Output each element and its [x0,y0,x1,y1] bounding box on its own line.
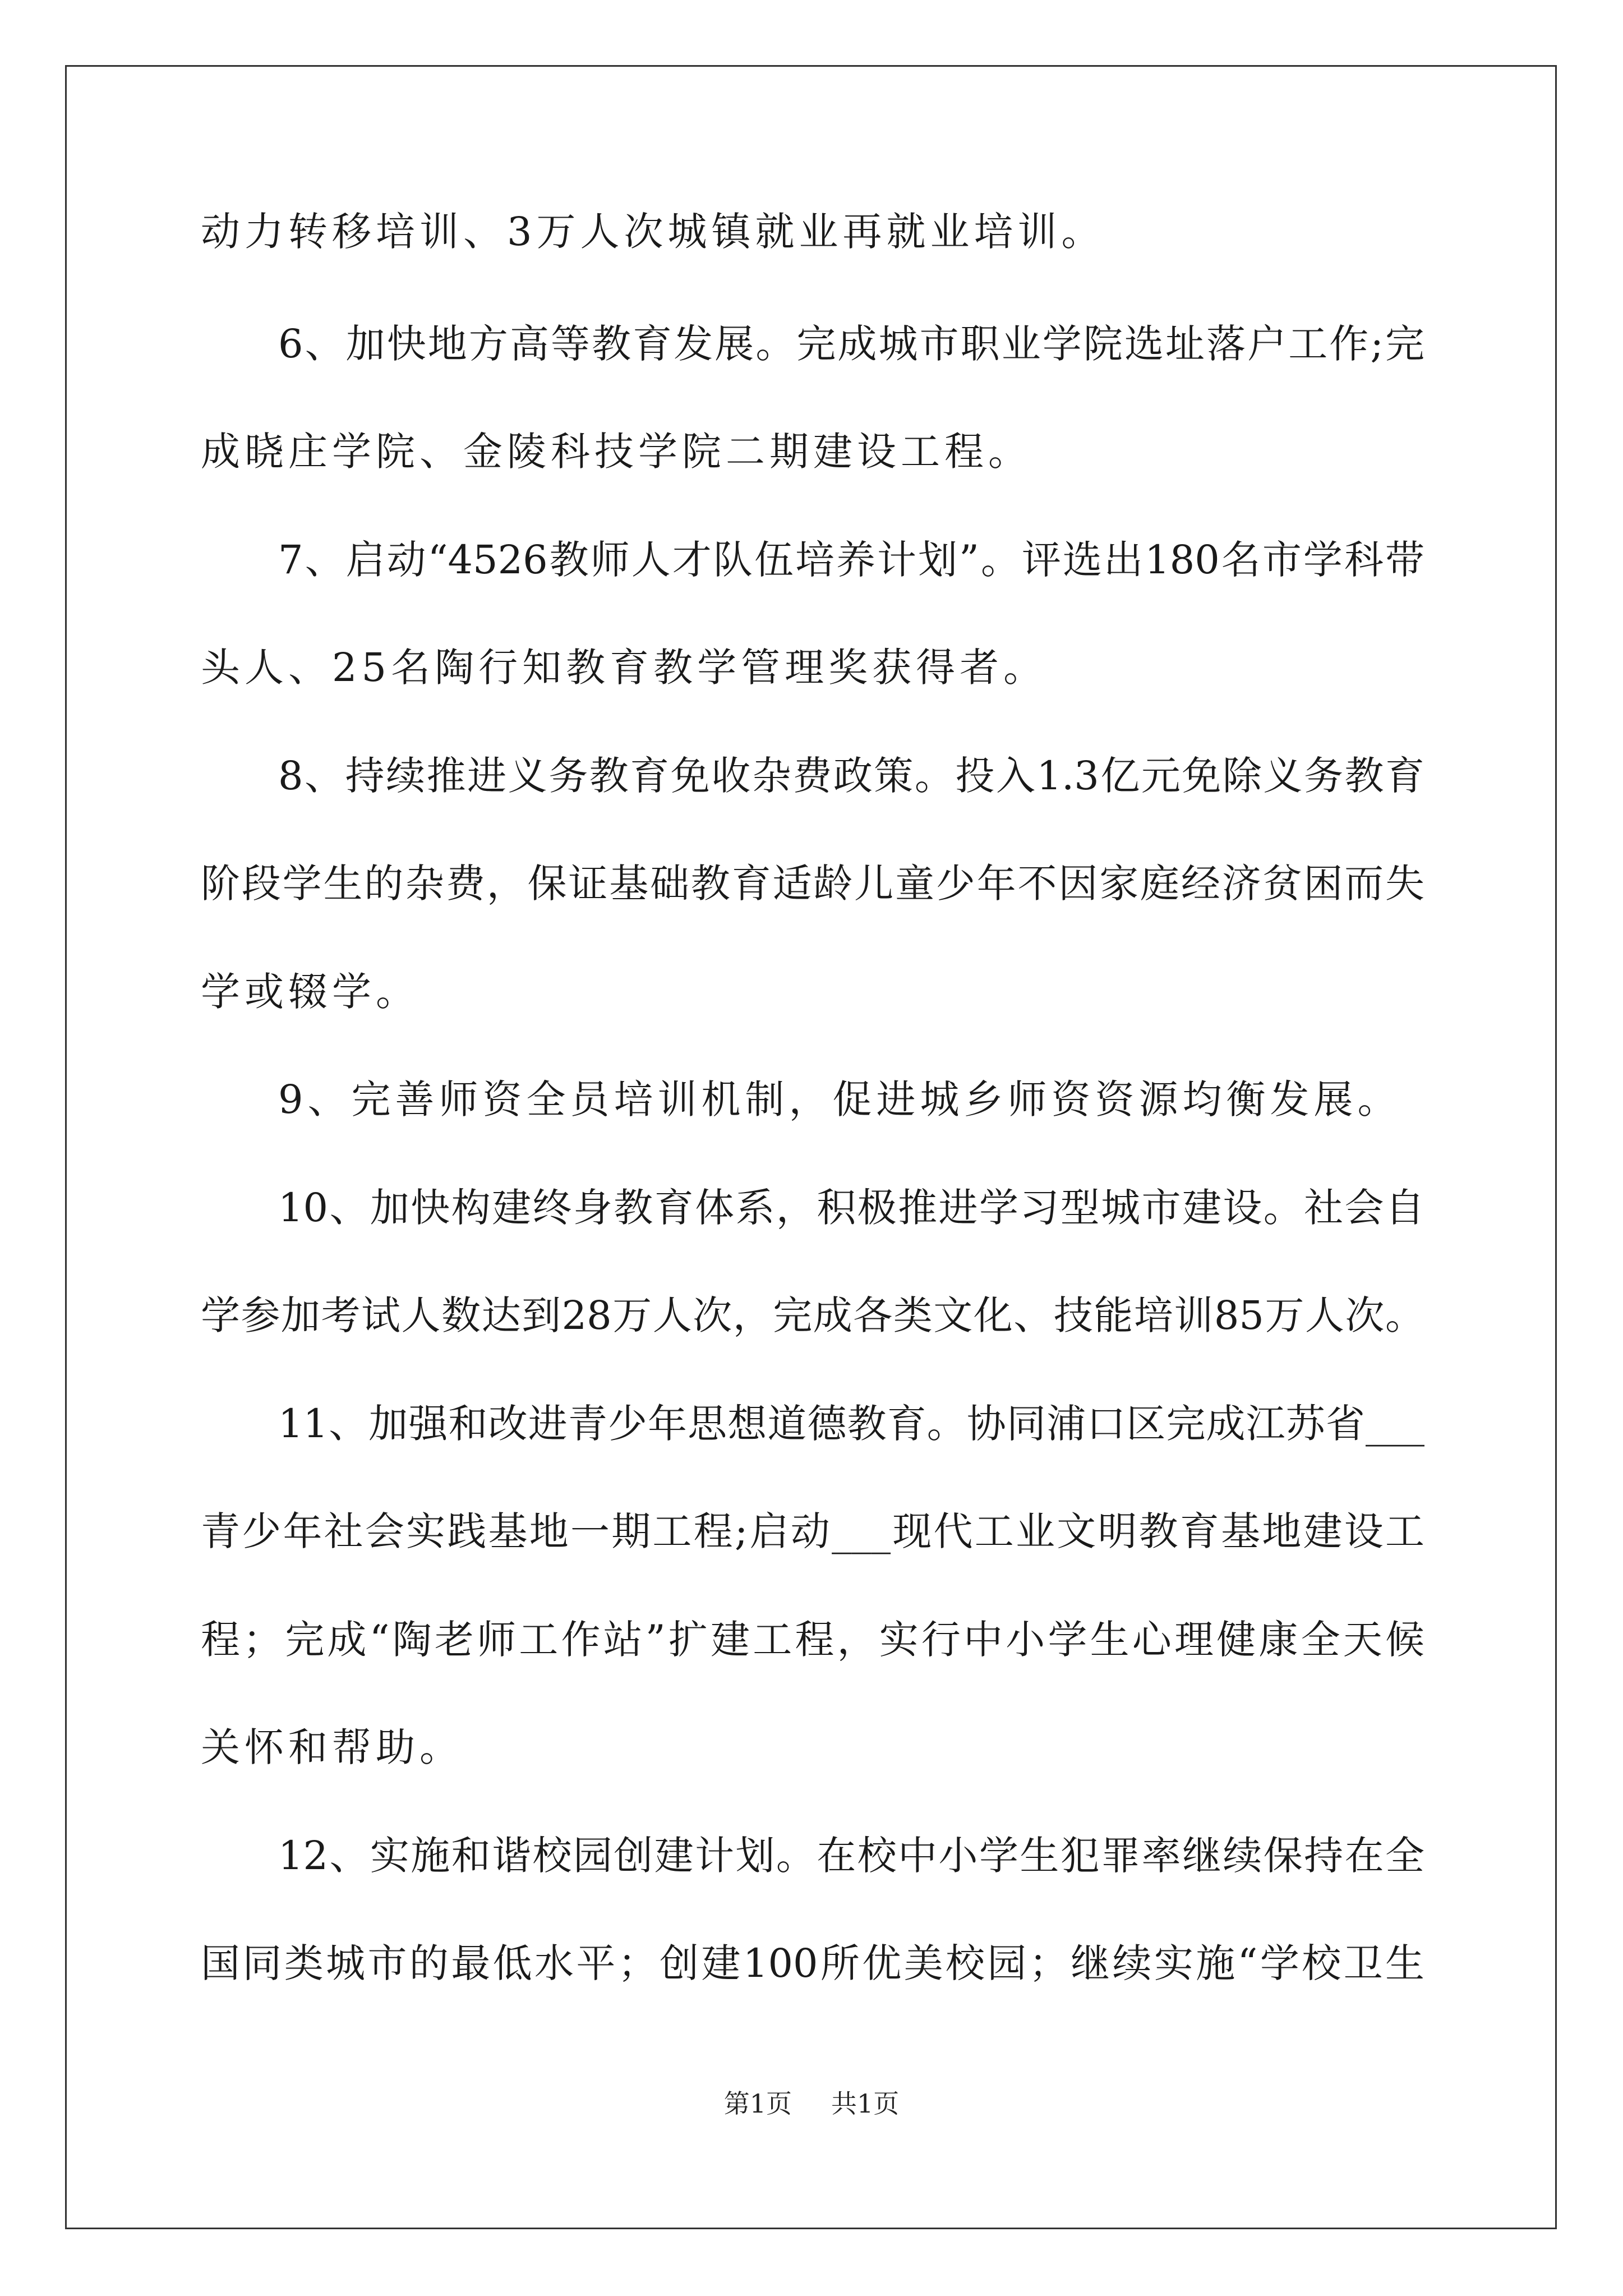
text-line: 动力转移培训、3万人次城镇就业再就业培训。 [201,209,1105,255]
text-line: 学参加考试人数达到28万人次，完成各类文化、技能培训85万人次。 [201,1292,1424,1338]
page-footer [0,2087,1623,2120]
text-line: 7、启动“4526教师人才队伍培养计划”。评选出180名市学科带 [278,537,1424,583]
text-line: 关怀和帮助。 [201,1724,463,1770]
text-line: 国同类城市的最低水平；创建100所优美校园；继续实施“学校卫生 [201,1940,1424,1986]
text-line: 9、完善师资全员培训机制，促进城乡师资资源均衡发展。 [278,1076,1401,1122]
text-line: 程；完成“陶老师工作站”扩建工程，实行中小学生心理健康全天候 [201,1617,1424,1663]
text-line: 头人、25名陶行知教育教学管理奖获得者。 [201,645,1048,691]
page-number: 第1页 [723,2088,792,2119]
page-border [65,65,1557,2229]
text-line: 8、持续推进义务教育免收杂费政策。投入1.3亿元免除义务教育 [278,753,1424,799]
text-line: 学或辍学。 [201,969,419,1015]
text-line: 成晓庄学院、金陵科技学院二期建设工程。 [201,429,1032,475]
text-line: 11、加强和改进青少年思想道德教育。协同浦口区完成江苏省___ [278,1401,1424,1447]
page-total: 共1页 [831,2088,900,2119]
text-line: 6、加快地方高等教育发展。完成城市职业学院选址落户工作;完 [278,321,1424,367]
text-line: 12、实施和谐校园创建计划。在校中小学生犯罪率继续保持在全 [278,1833,1424,1879]
text-line: 阶段学生的杂费，保证基础教育适龄儿童少年不因家庭经济贫困而失 [201,861,1424,907]
text-line: 青少年社会实践基地一期工程;启动___现代工业文明教育基地建设工 [201,1508,1424,1554]
text-line: 10、加快构建终身教育体系，积极推进学习型城市建设。社会自 [278,1185,1424,1231]
